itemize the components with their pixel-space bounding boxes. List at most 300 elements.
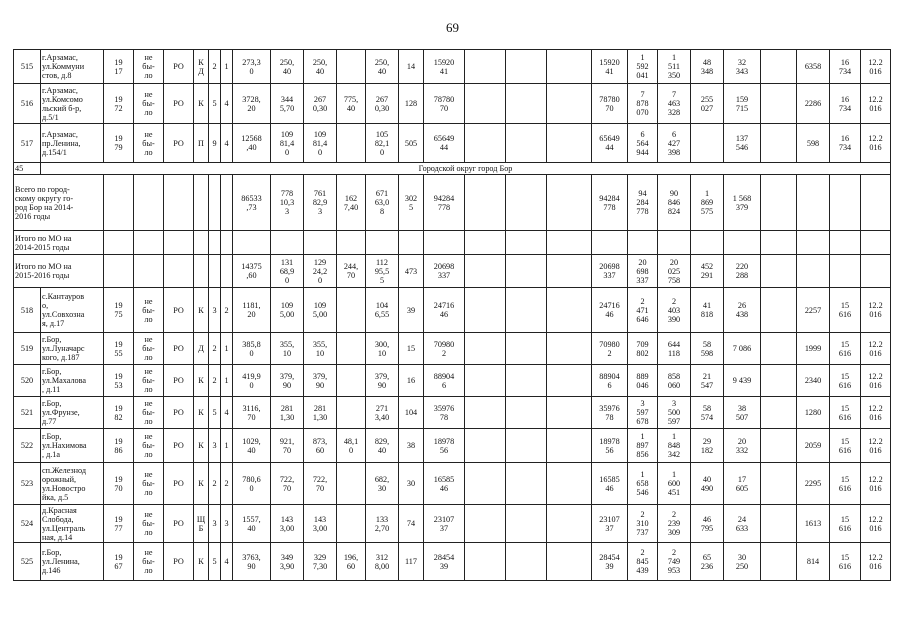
table-cell: 65 236: [691, 543, 724, 581]
table-cell: 2340: [797, 365, 830, 397]
table-cell: 518: [14, 288, 41, 333]
table-cell: 2 403 390: [658, 288, 691, 333]
table-cell: [724, 231, 761, 255]
table-cell: 780,6 0: [233, 463, 271, 505]
table-cell: [221, 175, 233, 231]
table-cell: [465, 231, 506, 255]
table-cell: 255 027: [691, 84, 724, 124]
table-cell: [134, 255, 164, 288]
table-cell: 519: [14, 333, 41, 365]
table-cell: 9: [209, 124, 221, 163]
table-cell: 78780 70: [424, 84, 465, 124]
table-cell: 12.2 016: [861, 84, 891, 124]
table-cell: 12.2 016: [861, 543, 891, 581]
table-cell: П: [194, 124, 209, 163]
table-cell: [761, 175, 797, 231]
table-cell: 682, 30: [366, 463, 399, 505]
table-cell: 14375 ,60: [233, 255, 271, 288]
table-cell: 109 5,00: [304, 288, 337, 333]
table-cell: 65649 44: [592, 124, 628, 163]
table-cell: 858 060: [658, 365, 691, 397]
table-cell: 775, 40: [337, 84, 366, 124]
table-cell: 302 5: [399, 175, 424, 231]
table-cell: 1029, 40: [233, 429, 271, 463]
table-cell: 15 616: [830, 288, 861, 333]
table-row: [14, 365, 891, 397]
table-cell: 3 597 678: [628, 397, 658, 429]
table-cell: К Д: [194, 50, 209, 84]
table-cell: 3728, 20: [233, 84, 271, 124]
table-cell: [134, 231, 164, 255]
table-cell: 2: [221, 463, 233, 505]
table-cell: [104, 255, 134, 288]
table-cell: 250, 40: [271, 50, 304, 84]
table-cell: РО: [164, 333, 194, 365]
table-cell: 1280: [797, 397, 830, 429]
table-cell: 517: [14, 124, 41, 163]
table-cell: 78780 70: [592, 84, 628, 124]
table-cell: 19 70: [104, 463, 134, 505]
table-cell: 3: [209, 505, 221, 543]
total-label: Всего по город- скому округу го- род Бор на 2014- 2016 годы: [14, 175, 104, 231]
table-cell: 29 182: [691, 429, 724, 463]
table-cell: 15920 41: [424, 50, 465, 84]
table-cell: 88904 6: [592, 365, 628, 397]
table-cell: 709 802: [628, 333, 658, 365]
table-cell: 722, 70: [271, 463, 304, 505]
table-cell: 48,1 0: [337, 429, 366, 463]
table-cell: 86533 ,73: [233, 175, 271, 231]
table-cell: г.Бор, ул.Ленина, д.146: [41, 543, 104, 581]
table-cell: [465, 175, 506, 231]
table-cell: 15920 41: [592, 50, 628, 84]
table-cell: 143 3,00: [304, 505, 337, 543]
table-cell: 30: [399, 463, 424, 505]
table-cell: 281 1,30: [271, 397, 304, 429]
table-cell: 15 616: [830, 505, 861, 543]
table-cell: 128: [399, 84, 424, 124]
table-cell: 94 284 778: [628, 175, 658, 231]
table-cell: [194, 255, 209, 288]
table-cell: 2295: [797, 463, 830, 505]
table-cell: 722, 70: [304, 463, 337, 505]
table-cell: [465, 333, 506, 365]
table-cell: 671 63,0 8: [366, 175, 399, 231]
table-cell: 26 438: [724, 288, 761, 333]
table-cell: [830, 231, 861, 255]
table-cell: [797, 175, 830, 231]
table-cell: [465, 505, 506, 543]
table-cell: 2: [209, 463, 221, 505]
table-cell: 109 81,4 0: [271, 124, 304, 163]
table-cell: [337, 333, 366, 365]
table-cell: 2 239 309: [658, 505, 691, 543]
table-row: [14, 124, 891, 163]
table-cell: К: [194, 463, 209, 505]
table-cell: 873, 60: [304, 429, 337, 463]
table-cell: 24 633: [724, 505, 761, 543]
table-cell: 1 897 856: [628, 429, 658, 463]
table-cell: [506, 50, 547, 84]
table-cell: 15 616: [830, 397, 861, 429]
table-cell: 16 734: [830, 50, 861, 84]
table-cell: [761, 231, 797, 255]
table-cell: не бы- ло: [134, 50, 164, 84]
table-cell: [691, 124, 724, 163]
table-cell: не бы- ло: [134, 397, 164, 429]
table-cell: 267 0,30: [304, 84, 337, 124]
table-cell: [861, 231, 891, 255]
table-cell: К: [194, 543, 209, 581]
table-cell: [830, 255, 861, 288]
table-cell: 355, 10: [271, 333, 304, 365]
table-cell: РО: [164, 463, 194, 505]
table-cell: 2 749 953: [658, 543, 691, 581]
table-cell: 90 846 824: [658, 175, 691, 231]
table-cell: 921, 70: [271, 429, 304, 463]
table-cell: не бы- ло: [134, 505, 164, 543]
table-cell: [761, 505, 797, 543]
table-cell: 4: [221, 397, 233, 429]
table-cell: 20 025 758: [658, 255, 691, 288]
table-cell: не бы- ло: [134, 365, 164, 397]
table-cell: [337, 50, 366, 84]
table-cell: 12.2 016: [861, 50, 891, 84]
table-cell: [547, 50, 592, 84]
table-cell: 18978 56: [424, 429, 465, 463]
table-cell: [465, 50, 506, 84]
table-cell: РО: [164, 288, 194, 333]
table-cell: 16 734: [830, 124, 861, 163]
table-cell: 24716 46: [424, 288, 465, 333]
table-cell: [233, 231, 271, 255]
table-cell: К: [194, 365, 209, 397]
table-cell: не бы- ло: [134, 84, 164, 124]
table-cell: К: [194, 397, 209, 429]
table-cell: 814: [797, 543, 830, 581]
table-cell: г.Арзамас, ул.Комсомо льский б-р, д.5/1: [41, 84, 104, 124]
table-cell: 344 5,70: [271, 84, 304, 124]
table-cell: [506, 255, 547, 288]
table-cell: г.Арзамас, пр.Ленина, д.154/1: [41, 124, 104, 163]
table-cell: 598: [797, 124, 830, 163]
table-cell: 17 605: [724, 463, 761, 505]
table-cell: 355, 10: [304, 333, 337, 365]
table-cell: 94284 778: [424, 175, 465, 231]
table-cell: К: [194, 429, 209, 463]
table-cell: [547, 124, 592, 163]
table-cell: [304, 231, 337, 255]
table-cell: 112 95,5 5: [366, 255, 399, 288]
table-cell: [465, 288, 506, 333]
table-cell: 250, 40: [366, 50, 399, 84]
table-cell: 3: [209, 288, 221, 333]
table-cell: не бы- ло: [134, 288, 164, 333]
table-cell: 28454 39: [592, 543, 628, 581]
table-cell: [465, 255, 506, 288]
table-cell: 329 7,30: [304, 543, 337, 581]
table-cell: 40 490: [691, 463, 724, 505]
table-cell: 16 734: [830, 84, 861, 124]
table-cell: [547, 505, 592, 543]
table-cell: 2286: [797, 84, 830, 124]
table-cell: [465, 124, 506, 163]
table-cell: 15: [399, 333, 424, 365]
table-cell: 15 616: [830, 429, 861, 463]
table-cell: 58 574: [691, 397, 724, 429]
table-cell: 250, 40: [304, 50, 337, 84]
table-cell: 2059: [797, 429, 830, 463]
table-cell: Щ Б: [194, 505, 209, 543]
table-cell: не бы- ло: [134, 429, 164, 463]
table-cell: 28454 39: [424, 543, 465, 581]
table-cell: 104 6,55: [366, 288, 399, 333]
table-cell: 1181, 20: [233, 288, 271, 333]
table-row: [14, 333, 891, 365]
table-cell: [547, 543, 592, 581]
table-cell: 129 24,2 0: [304, 255, 337, 288]
table-cell: [761, 365, 797, 397]
table-cell: [164, 231, 194, 255]
table-cell: 24716 46: [592, 288, 628, 333]
table-cell: 70980 2: [424, 333, 465, 365]
table-cell: 761 82,9 3: [304, 175, 337, 231]
table-cell: 41 818: [691, 288, 724, 333]
table-cell: [164, 175, 194, 231]
table-cell: [209, 255, 221, 288]
table-cell: 379, 90: [366, 365, 399, 397]
table-cell: РО: [164, 50, 194, 84]
table-cell: [337, 365, 366, 397]
table-cell: 15 616: [830, 543, 861, 581]
table-cell: 5: [209, 397, 221, 429]
table-cell: 1: [221, 333, 233, 365]
table-cell: [761, 333, 797, 365]
table-cell: 105 82,1 0: [366, 124, 399, 163]
table-cell: 39: [399, 288, 424, 333]
table-cell: 19 67: [104, 543, 134, 581]
table-cell: 15 616: [830, 365, 861, 397]
table-cell: [337, 397, 366, 429]
table-row: [14, 543, 891, 581]
table-cell: 1: [221, 365, 233, 397]
table-cell: [861, 175, 891, 231]
table-cell: 19 72: [104, 84, 134, 124]
table-cell: 2257: [797, 288, 830, 333]
table-cell: 7 878 070: [628, 84, 658, 124]
table-cell: 515: [14, 50, 41, 84]
table-cell: [337, 231, 366, 255]
table-cell: РО: [164, 397, 194, 429]
table-cell: д.Красная Слобода, ул.Централь ная, д.14: [41, 505, 104, 543]
table-cell: 38: [399, 429, 424, 463]
total-label: Итого по МО на 2014-2015 годы: [14, 231, 104, 255]
table-row: [14, 84, 891, 124]
table-cell: 32 343: [724, 50, 761, 84]
table-cell: [465, 397, 506, 429]
table-cell: 521: [14, 397, 41, 429]
table-cell: [761, 397, 797, 429]
table-cell: 523: [14, 463, 41, 505]
table-cell: [547, 288, 592, 333]
table-cell: 6358: [797, 50, 830, 84]
table-cell: 220 288: [724, 255, 761, 288]
table-cell: 312 8,00: [366, 543, 399, 581]
table-cell: [797, 255, 830, 288]
table-cell: не бы- ло: [134, 333, 164, 365]
table-cell: сп.Железнод орожный, ул.Новостро йка, д.5: [41, 463, 104, 505]
table-cell: 516: [14, 84, 41, 124]
table-cell: 1 658 546: [628, 463, 658, 505]
table-cell: К: [194, 288, 209, 333]
table-cell: 109 5,00: [271, 288, 304, 333]
table-cell: [506, 175, 547, 231]
table-cell: 19 17: [104, 50, 134, 84]
table-cell: [761, 463, 797, 505]
table-cell: 244, 70: [337, 255, 366, 288]
table-cell: [761, 124, 797, 163]
table-cell: [134, 175, 164, 231]
table-cell: [830, 175, 861, 231]
table-cell: [104, 231, 134, 255]
table-cell: [465, 429, 506, 463]
table-cell: [164, 255, 194, 288]
table-cell: 20 698 337: [628, 255, 658, 288]
table-cell: 16585 46: [592, 463, 628, 505]
table-cell: [506, 365, 547, 397]
table-cell: [761, 288, 797, 333]
table-cell: 2: [209, 50, 221, 84]
table-cell: [506, 429, 547, 463]
table-cell: [465, 543, 506, 581]
table-row: [14, 288, 891, 333]
table-cell: 2: [209, 365, 221, 397]
table-cell: [547, 365, 592, 397]
table-cell: 1999: [797, 333, 830, 365]
table-cell: 65649 44: [424, 124, 465, 163]
table-cell: [424, 231, 465, 255]
table-cell: [465, 84, 506, 124]
table-row: [14, 50, 891, 84]
total-row: [14, 175, 891, 231]
table-cell: 2 845 439: [628, 543, 658, 581]
table-cell: 14: [399, 50, 424, 84]
total-row: [14, 231, 891, 255]
table-cell: 18978 56: [592, 429, 628, 463]
table-cell: 2 310 737: [628, 505, 658, 543]
table-cell: 7 086: [724, 333, 761, 365]
table-cell: 133 2,70: [366, 505, 399, 543]
region-title: Городской округ город Бор: [41, 163, 891, 175]
table-cell: не бы- ло: [134, 463, 164, 505]
table-cell: 1 848 342: [658, 429, 691, 463]
table-cell: 46 795: [691, 505, 724, 543]
table-cell: [761, 543, 797, 581]
table-cell: 38 507: [724, 397, 761, 429]
table-cell: [271, 231, 304, 255]
table-cell: РО: [164, 505, 194, 543]
table-cell: 12.2 016: [861, 288, 891, 333]
table-row: [14, 463, 891, 505]
table-cell: [221, 231, 233, 255]
table-cell: [861, 255, 891, 288]
table-cell: 12.2 016: [861, 365, 891, 397]
table-cell: г.Бор, ул.Махалова , д.11: [41, 365, 104, 397]
table-cell: [592, 231, 628, 255]
table-cell: г.Бор, ул.Луначарс кого, д.187: [41, 333, 104, 365]
table-cell: [506, 124, 547, 163]
table-cell: с.Кантауров о, ул.Совхозна я, д.17: [41, 288, 104, 333]
table-cell: 35976 78: [424, 397, 465, 429]
table-cell: 452 291: [691, 255, 724, 288]
table-cell: 117: [399, 543, 424, 581]
table-row: [14, 505, 891, 543]
table-cell: 104: [399, 397, 424, 429]
table-cell: 349 3,90: [271, 543, 304, 581]
table-cell: 137 546: [724, 124, 761, 163]
table-cell: [547, 231, 592, 255]
table-cell: г.Бор, ул.Фрунзе, д.77: [41, 397, 104, 429]
table-cell: [337, 463, 366, 505]
table-cell: 20 332: [724, 429, 761, 463]
table-cell: 19 55: [104, 333, 134, 365]
region-row: [14, 163, 891, 175]
table-cell: 12.2 016: [861, 429, 891, 463]
table-cell: 778 10,3 3: [271, 175, 304, 231]
table-cell: [797, 231, 830, 255]
table-cell: К: [194, 84, 209, 124]
table-cell: 829, 40: [366, 429, 399, 463]
table-cell: 159 715: [724, 84, 761, 124]
table-cell: [506, 463, 547, 505]
table-cell: 1 511 350: [658, 50, 691, 84]
table-cell: РО: [164, 365, 194, 397]
table-cell: 23107 37: [592, 505, 628, 543]
table-cell: 281 1,30: [304, 397, 337, 429]
table-cell: [506, 84, 547, 124]
table-cell: не бы- ло: [134, 124, 164, 163]
table-cell: 1557, 40: [233, 505, 271, 543]
table-cell: 20698 337: [424, 255, 465, 288]
table-cell: 94284 778: [592, 175, 628, 231]
table-cell: 30 250: [724, 543, 761, 581]
table-cell: 6 427 398: [658, 124, 691, 163]
table-cell: 4: [221, 543, 233, 581]
table-cell: [761, 84, 797, 124]
table-cell: 12568 ,40: [233, 124, 271, 163]
table-cell: 473: [399, 255, 424, 288]
table-cell: [337, 288, 366, 333]
table-cell: [691, 231, 724, 255]
table-cell: [194, 175, 209, 231]
table-cell: 520: [14, 365, 41, 397]
table-cell: 889 046: [628, 365, 658, 397]
table-cell: [506, 543, 547, 581]
table-cell: [465, 365, 506, 397]
table-cell: 6 564 944: [628, 124, 658, 163]
table-row: [14, 397, 891, 429]
table-cell: 3: [209, 429, 221, 463]
total-row: [14, 255, 891, 288]
page-number: 69: [446, 20, 459, 35]
table-cell: 379, 90: [271, 365, 304, 397]
table-cell: 419,9 0: [233, 365, 271, 397]
table-cell: 12.2 016: [861, 463, 891, 505]
table-cell: 379, 90: [304, 365, 337, 397]
table-cell: [221, 255, 233, 288]
table-cell: 15 616: [830, 463, 861, 505]
table-cell: 267 0,30: [366, 84, 399, 124]
